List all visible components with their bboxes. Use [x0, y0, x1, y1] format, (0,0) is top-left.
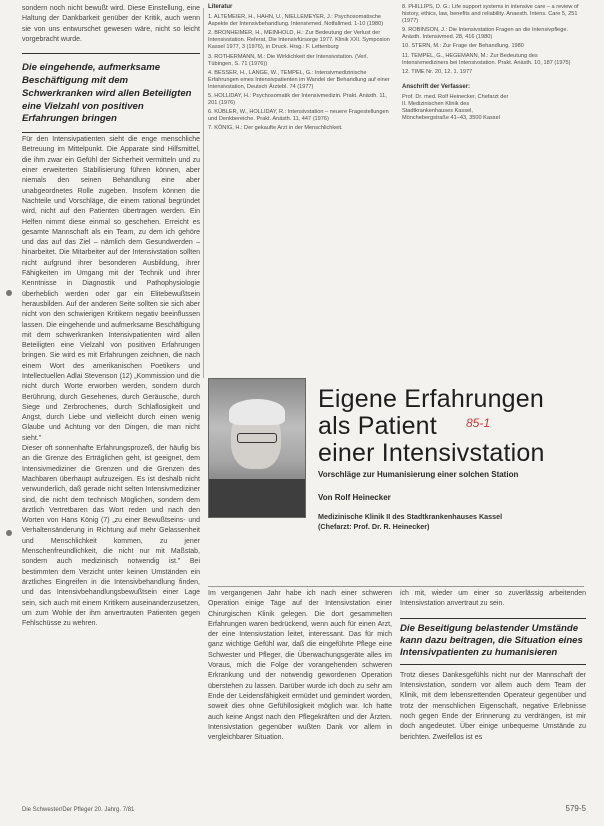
left-body-paragraph: Für den Intensivpatienten sieht die enge menschliche Betreuung im Mittelpunkt. Die Apparate sind Hilfsmittel, die ihm zwar ein Gefühl der Sicherheit vermitteln und zu einer erweiterten Stabilisierung führen können, aber niemals den seinen Behandlung eine aber unabgeordnetes Rolle zugeben. Insofern können die Nachteile und Vorschläge, die einem rational begründet wird, nicht auf den Patienten übertragen werden. Ein Helfen nimmt diese einmal so geschehen. Erreicht es gesamte Mannschaft als ein Team, zu dem ich gehöre und das auf das Ziel – nämlich dem Gesundwerden – hinarbeitet. Die Mitarbeiter auf der Intensivstation sollten nicht aufgrund ihrer besonderen Ausbildung, ihrer Fähigkeiten im Umgang mit der Technik und ihrer Kenntnisse in Diagnostik und Pathophysiologie überheblich werden oder gar ein Elitebewußtsein herausbilden. Auf der anderen Seite sollten sie sich aber nicht von den schwierigen Kritikern negativ beeinflussen lassen. Die eingehende und aufmerksame Beschäftigung mit dem schwerkranken Intensivpatienten wird allen Beteiligten eine Vielzahl von positiven Erfahrungen bringen. Sie wird es mit Erfahrungen zeichnen, die nach einem Wort des amerikanischen Poetikers und Intellectuellen Adlai Stevenson (12) „Kommission und die nicht durch Worte erworben werden, sondern durch Berührung, durch Gesehenes, durch Geräusche, durch Siege und Zerbrochenes, durch Schlaflosigkeit und Angst, durch Liebe und vielleicht durch einen wenig Glaube und Achtung vor den Dingen, die man nicht sieht.": [22, 132, 200, 444]
right-subheading: Die Beseitigung belastender Umstände kann dazu beitragen, die Situation eines Intensivpatienten zu humanisieren: [400, 618, 586, 665]
literature-item: 5. HOLLIDAY, H.: Psychosomatik der Intensivmedizin. Prakt. Anästh. 11, 201 (1976): [208, 93, 387, 107]
literature-item: 9. ROBINSON, J.: Die Intensivstation Fragen an die Intensivpflege. Anästh. Intensivmed. 28, 416 (1980): [402, 27, 569, 41]
middle-column: [208, 589, 392, 743]
right-body-paragraph: Trotz dieses Dankesgefühls nicht nur der Mannschaft der Intensivstation, sondern vor allem auch dem Team der Klinik, mit dem lebensrettenden Operateur gegenüber und trotz der menschlichen Eigenschaft, negative Erlebnisse noch gegen Ende der Erinnerung zu verdrängen, ist mir doch angedeutet. Über einige unbequeme Umstände zu berichten. Zweifellos ist es: [400, 671, 586, 741]
handwritten-annotation: 85-1: [466, 416, 491, 430]
literature-item: 8. PHILLIPS, D. G.: Life support systems in intensive care – a review of history, ethics, law, benefits and reliability. Anaesth. Intens. Care 5, 251 (1977): [402, 4, 579, 25]
portrait-suit: [209, 479, 305, 517]
article-subtitle: Vorschläge zur Humanisierung einer solchen Station: [318, 470, 519, 479]
article-clinic: [318, 512, 502, 532]
headline-line-1: Eigene Erfahrungen: [318, 385, 544, 413]
article-headline: [318, 386, 545, 467]
footer-page-number: 579-5: [565, 804, 586, 813]
literature-item: 1. ALTEMEIER, H., HAHN, U., NIELLEMEYER, J.: Psychosomatische Aspekte der Intensivbehandlung. Intensivmed. Notfallmed. 1-10 (1980): [208, 14, 384, 28]
literature-title: Literatur: [208, 4, 233, 10]
literature-item: 12. TIME Nr. 20, 12. 1. 1977: [402, 68, 473, 75]
literature-list-right: [402, 4, 584, 124]
literature-item: 6. KÜBLER, W., HOLLIDAY, R.: Intensivstation – neuere Fragestellungen und Denkbereiche. Prakt. Anästh. 11, 447 (1976): [208, 109, 389, 123]
right-column: [400, 589, 586, 743]
literature-item: 2. BRONHEIMER, H., MEINHOLD, H.: Zur Bedeutung der Verlust der Intensivstation. Referat, Die Intensivfürsorge 1977. Klinik XXI. Symposion Kassel 1977, 3 (1976), in Druck. Hrsg.: F. Lettenburg: [208, 30, 390, 51]
literature-item: 10. STERN, M.: Zur Frage der Behandlung. 1980: [402, 43, 524, 50]
clinic-line-1: Medizinische Klinik II des Stadtkrankenhauses Kassel: [318, 512, 503, 521]
literature-item: 7. KÖNIG, H.: Der gekaufte Arzt in der Menschlichkeit.: [208, 125, 343, 132]
literature-list-left: [208, 4, 394, 135]
literature-item: 4. BESSER, H., LANGE, W., TEMPEL, G.: Intensivmedizinische Erfahrungen eines Intensivpatienten im Wandel der Behandlung auf einer Intensivstation, Deutsch Ärztebl. 74 (1977): [208, 69, 390, 90]
author-address: Prof. Dr. med. Rolf Heinecker, Chefarzt der II. Medizinischen Klinik des Stadtkrankenhauses Kassel, Mönchebergstraße 41–43, 3500 Kassel: [402, 93, 509, 122]
address-title: Anschrift der Verfasser:: [402, 83, 471, 90]
left-column: [22, 4, 200, 629]
headline-line-2: als Patient: [318, 412, 437, 440]
literature-item: 3. ROTHERMANN, M.: Die Wirklichkeit der Intensivstation. (Verl. Tübingen, S. 71 (1976)): [208, 53, 369, 67]
portrait-glasses: [237, 433, 277, 443]
left-intro-paragraph: sondern noch nicht bewußt wird. Diese Einstellung, eine Haltung der Dankbarkeit genüber der Kritik, auch wenn sie von uns entwurschet gewesen wäre, nicht so leicht vorgebracht wurde.: [22, 5, 200, 43]
left-subheading: Die eingehende, aufmerksame Beschäftigung mit dem Schwerkranken wird allen Beteiligten eine Vielzahl von positiven Erfahrungen bringen: [22, 53, 200, 126]
punch-hole-top: [6, 290, 12, 296]
literature-item: 11. TEMPEL, G., HEGEMANN, M.: Zur Bedeutung des Intensivmediziners bei Intensivstation. Prakt. Anästh. 10, 187 (1975): [402, 52, 571, 66]
author-portrait-photo: [208, 378, 306, 518]
punch-hole-bottom: [6, 530, 12, 536]
right-intro-paragraph: ich mit, wieder um einer so zuverlässig arbeitenden Intensivstation anvertraut zu sein.: [400, 590, 586, 608]
clinic-line-2: (Chefarzt: Prof. Dr. R. Heinecker): [318, 522, 430, 531]
headline-line-3: einer Intensivstation: [318, 439, 545, 467]
portrait-hair: [229, 399, 285, 425]
footer-journal-info: Die Schwester/Der Pfleger 20. Jahrg. 7/81: [22, 807, 135, 813]
section-rule: [208, 586, 584, 587]
article-author: Von Rolf Heinecker: [318, 493, 391, 502]
middle-body-paragraph: Im vergangenen Jahr habe ich nach einer schweren Operation einige Tage auf der Intensivstation einer Chirurgischen Klinik gelegen. Die dort gesammelten Erfahrungen waren bedrückend, wenn auch für einen Arzt, der eine Intensivstation leitet, interessant. Das für mich ganz wichtige Gefühl war, daß die eingeführte Pflege eine Schwester und Pfleger, die Überwachungsgeräte alles im Voraus, mich die Folge der vorangehenden schweren Erkrankung und der notwendig gewordenen Operation überstehen zu lassen. Darüber wurde ich doch zu sehr am Ende der Leidensfähigkeit ermüdet und gemindert worden, soweit dies ohne Gefühllosigkeit möglich war. Ich hatte auch keine Angst nach den Pflegekräften und der Ärzten. Intensivstation gegenüber wußten Dank vor allem in vergleichbarer Situation.: [208, 590, 392, 742]
left-body-paragraph-2: Dieser oft sonnenhafte Erfahrungsprozeß, der häufig bis an die Grenze des Erträglichen geht, ist geeignet, dem Intensivmediziner die Grenzen und die Grenzen des Machbaren überhaupt aufzuzeigen. Es ist deshalb nicht verwunderlich, daß gerade nicht selten Intensivmediziner sind, die nicht dem technisch Möglichen, sondern dem ärztlich Vertretbaren das Wort reden und nach den Worten von Hans König (7) „zu einer Bewußtseins- und Verhaltensänderung in Richtung auf mehr Gelassenheit und Menschlichkeit kommen, zu jener Menschenfreundlichkeit, die nicht nur mit Maßstab, sondern auch medizinisch notwendig ist." Bei bestimmten dem Verzicht unter keinen Umständen ein ärztliches Eingreifen in die Intensivbehandlung finden, und das Intensivbehandlungsbewußtsein einer Lage sein, sich auch mit einem Kritikern auseinanderzusetzen, um zum Wohle der ihm anvertrauten Patienten gegen Fehlschüsse zu wehren.: [22, 445, 200, 628]
column-divider: [203, 8, 204, 378]
